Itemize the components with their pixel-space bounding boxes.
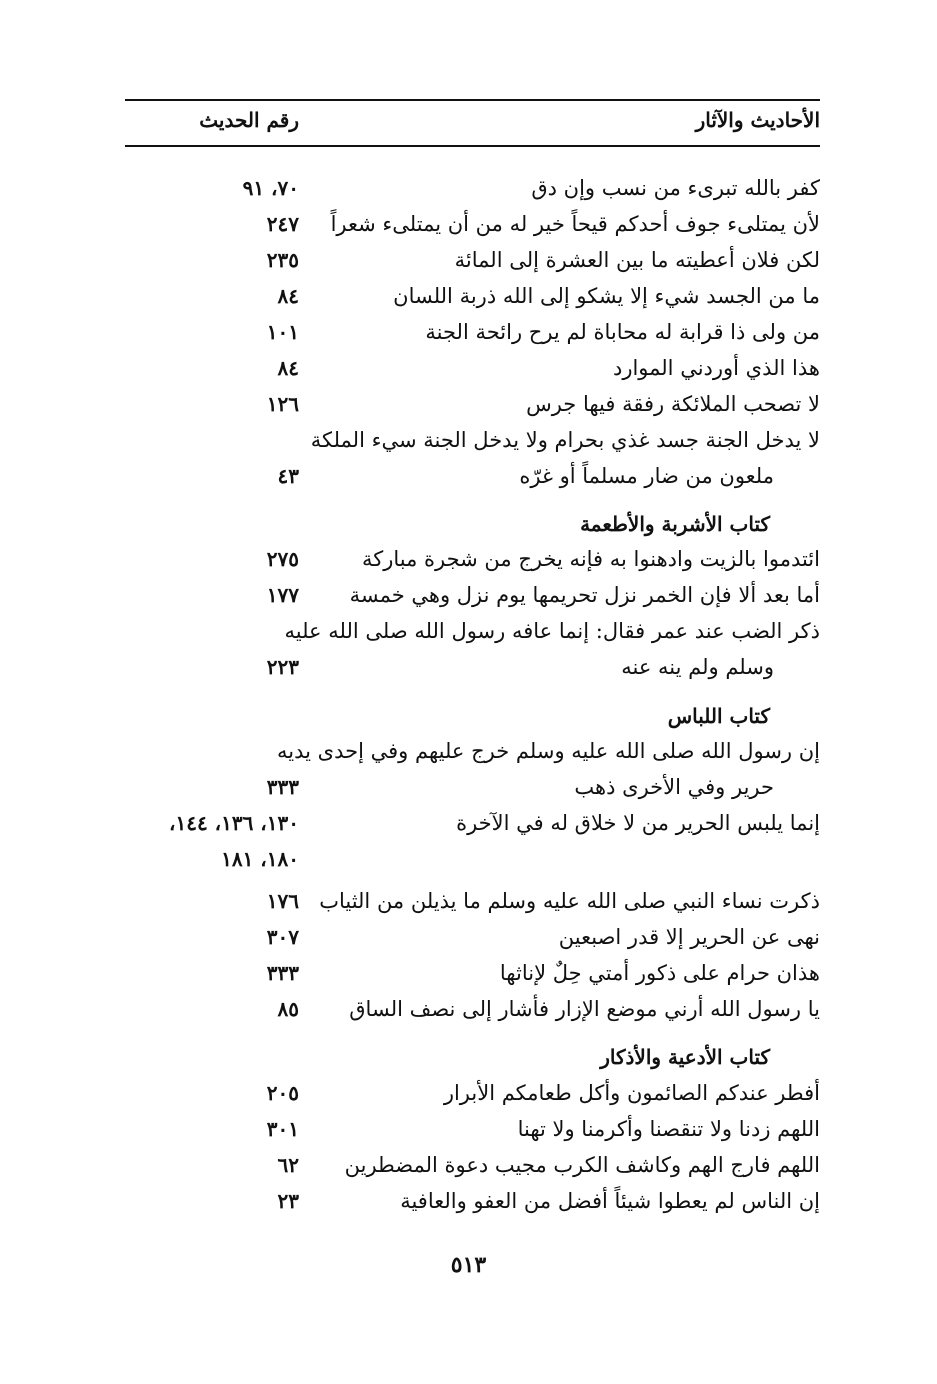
hadith-text: ما من الجسد شيء إلا يشكو إلى الله ذربة اللسان bbox=[393, 284, 820, 308]
hadith-text: كفر بالله تبرىء من نسب وإن دق bbox=[531, 176, 820, 200]
list-item bbox=[0, 993, 937, 1033]
hadith-number: ٢٠٥ bbox=[266, 1081, 299, 1105]
list-item bbox=[0, 460, 937, 500]
hadith-number: ١٧٧ bbox=[266, 583, 299, 607]
list-item bbox=[0, 771, 937, 811]
list-item bbox=[0, 244, 937, 284]
top-rule bbox=[125, 99, 820, 101]
list-item bbox=[0, 579, 937, 619]
hadith-number: ٢٧٥ bbox=[266, 547, 299, 571]
hadith-number: ٨٤ bbox=[277, 284, 299, 308]
hadith-text: لا يدخل الجنة جسد غذي بحرام ولا يدخل الجنة سيء الملكة bbox=[310, 428, 820, 452]
hadith-number: ٣٠١ bbox=[266, 1117, 299, 1141]
hadith-text: إن الناس لم يعطوا شيئاً أفضل من العفو والعافية bbox=[400, 1189, 820, 1213]
column-header-number: رقم الحديث bbox=[199, 108, 299, 132]
hadith-text: ملعون من ضار مسلماً أو غرّه bbox=[519, 464, 774, 488]
list-item bbox=[0, 957, 937, 997]
list-item bbox=[0, 352, 937, 392]
list-item bbox=[0, 543, 937, 583]
list-item bbox=[0, 921, 937, 961]
hadith-number: ٢٣ bbox=[277, 1189, 299, 1213]
hadith-text: هذا الذي أوردني الموارد bbox=[612, 356, 820, 380]
list-item bbox=[0, 651, 937, 691]
section-heading: كتاب اللباس bbox=[667, 704, 770, 728]
list-item bbox=[0, 1185, 937, 1225]
list-item bbox=[0, 807, 937, 847]
list-item bbox=[0, 885, 937, 925]
section-heading-row bbox=[0, 508, 937, 548]
hadith-text: أفطر عندكم الصائمون وأكل طعامكم الأبرار bbox=[443, 1081, 820, 1105]
page-number: ٥١٣ bbox=[450, 1252, 487, 1278]
hadith-text: ذكرت نساء النبي صلى الله عليه وسلم ما يذيلن من الثياب bbox=[319, 889, 820, 913]
list-item bbox=[0, 172, 937, 212]
list-item bbox=[0, 735, 937, 775]
hadith-text: اللهم زدنا ولا تنقصنا وأكرمنا ولا تهنا bbox=[517, 1117, 820, 1141]
hadith-number: ٨٥ bbox=[277, 997, 299, 1021]
section-heading: كتاب الأشربة والأطعمة bbox=[580, 512, 770, 536]
hadith-number: ٨٤ bbox=[277, 356, 299, 380]
hadith-text: لكن فلان أعطيته ما بين العشرة إلى المائة bbox=[454, 248, 820, 272]
hadith-number: ١٠١ bbox=[266, 320, 299, 344]
hadith-number: ٦٢ bbox=[277, 1153, 299, 1177]
hadith-number: ٢٣٥ bbox=[266, 248, 299, 272]
list-item bbox=[0, 1113, 937, 1153]
hadith-number: ٢٢٣ bbox=[266, 655, 299, 679]
list-item bbox=[0, 208, 937, 248]
hadith-number: ٣٣٣ bbox=[266, 961, 299, 985]
hadith-number: ١٨٠، ١٨١ bbox=[221, 847, 299, 871]
list-item bbox=[0, 1077, 937, 1117]
header-rule bbox=[125, 145, 820, 147]
hadith-text: إن رسول الله صلى الله عليه وسلم خرج عليهم وفي إحدى يديه bbox=[277, 739, 820, 763]
hadith-number: ٢٤٧ bbox=[266, 212, 299, 236]
hadith-text: هذان حرام على ذكور أمتي حِلٌ لإناثها bbox=[499, 961, 820, 985]
hadith-number: ١٣٠، ١٣٦، ١٤٤، bbox=[168, 811, 299, 835]
hadith-text: من ولى ذا قرابة له محاباة لم يرح رائحة الجنة bbox=[425, 320, 820, 344]
hadith-number: ٣٠٧ bbox=[266, 925, 299, 949]
list-item bbox=[0, 424, 937, 464]
hadith-text: لا تصحب الملائكة رفقة فيها جرس bbox=[526, 392, 820, 416]
hadith-text: نهى عن الحرير إلا قدر اصبعين bbox=[558, 925, 820, 949]
hadith-text: أما بعد ألا فإن الخمر نزل تحريمها يوم نزل وهي خمسة bbox=[349, 583, 820, 607]
hadith-number: ١٢٦ bbox=[266, 392, 299, 416]
hadith-number: ٣٣٣ bbox=[266, 775, 299, 799]
hadith-number: ٤٣ bbox=[277, 464, 299, 488]
hadith-text: لأن يمتلىء جوف أحدكم قيحاً خير له من أن يمتلىء شعراً bbox=[330, 212, 820, 236]
list-item bbox=[0, 280, 937, 320]
list-item bbox=[0, 388, 937, 428]
hadith-text: حرير وفي الأخرى ذهب bbox=[574, 775, 774, 799]
hadith-text: ذكر الضب عند عمر فقال: إنما عافه رسول الله صلى الله عليه bbox=[284, 619, 820, 643]
list-item bbox=[0, 843, 937, 883]
list-item bbox=[0, 1149, 937, 1189]
hadith-number: ١٧٦ bbox=[266, 889, 299, 913]
column-header-text: الأحاديث والآثار bbox=[695, 108, 820, 132]
section-heading: كتاب الأدعية والأذكار bbox=[600, 1045, 770, 1069]
list-item bbox=[0, 316, 937, 356]
list-item bbox=[0, 615, 937, 655]
section-heading-row bbox=[0, 1041, 937, 1081]
hadith-text: إنما يلبس الحرير من لا خلاق له في الآخرة bbox=[456, 811, 820, 835]
hadith-text: ائتدموا بالزيت وادهنوا به فإنه يخرج من شجرة مباركة bbox=[361, 547, 820, 571]
section-heading-row bbox=[0, 700, 937, 740]
hadith-text: وسلم ولم ينه عنه bbox=[621, 655, 774, 679]
hadith-text: يا رسول الله أرني موضع الإزار فأشار إلى نصف الساق bbox=[349, 997, 820, 1021]
hadith-number: ٧٠، ٩١ bbox=[242, 176, 299, 200]
hadith-text: اللهم فارج الهم وكاشف الكرب مجيب دعوة المضطرين bbox=[344, 1153, 820, 1177]
